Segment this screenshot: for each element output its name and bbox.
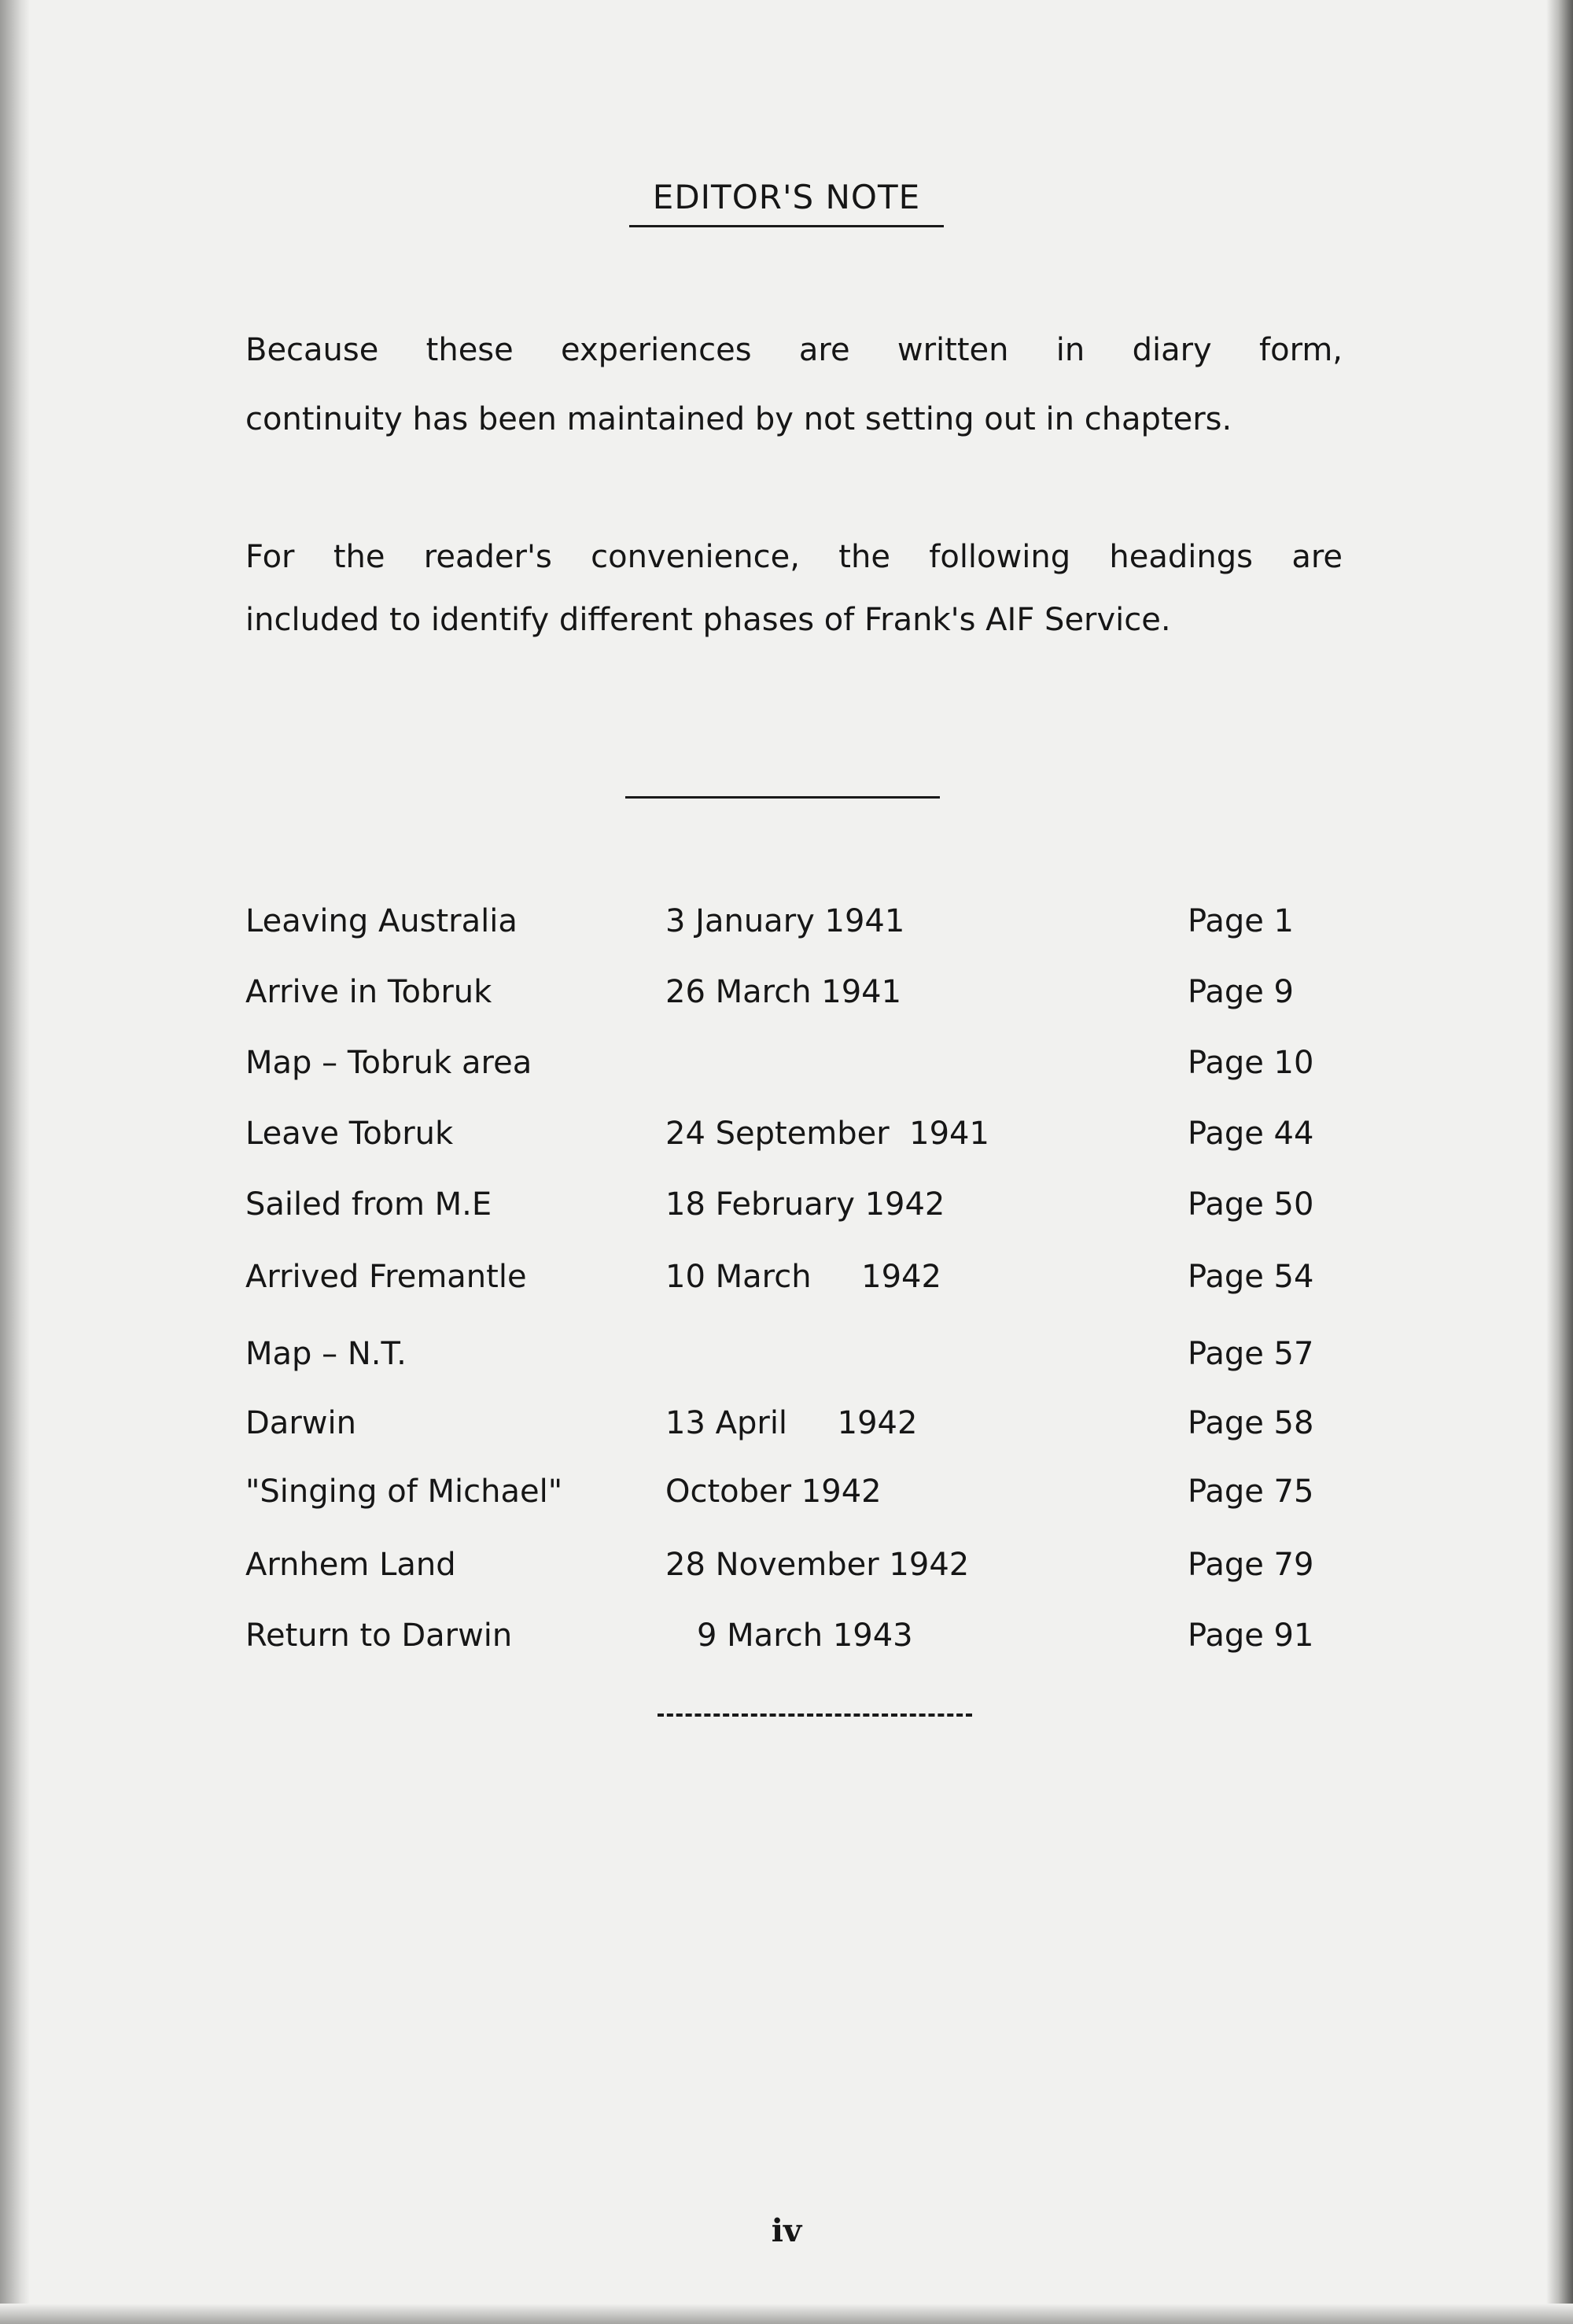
contents-title: Darwin — [245, 1405, 356, 1441]
contents-row — [0, 1405, 1573, 1444]
contents-row — [0, 974, 1573, 1013]
contents-row — [0, 1336, 1573, 1375]
contents-date: 26 March 1941 — [665, 974, 902, 1010]
contents-title: "Singing of Michael" — [245, 1474, 563, 1510]
paragraph-line: included to identify different phases of Frank's AIF Service. — [245, 602, 1171, 638]
contents-row — [0, 1474, 1573, 1513]
page-right-edge — [1546, 0, 1573, 2324]
paragraph-line: Because these experiences are written in diary form, — [245, 332, 1343, 368]
dashed-separator — [658, 1713, 972, 1717]
contents-title: Leave Tobruk — [245, 1116, 454, 1152]
contents-date: 13 April 1942 — [665, 1405, 918, 1441]
contents-date: 24 September 1941 — [665, 1116, 989, 1152]
paragraph-line: For the reader's convenience, the following headings are — [245, 539, 1343, 575]
page-left-edge — [0, 0, 30, 2324]
contents-row — [0, 1259, 1573, 1298]
title-underline — [629, 225, 944, 227]
contents-row — [0, 903, 1573, 943]
contents-page: Page 58 — [1188, 1405, 1314, 1441]
contents-title: Sailed from M.E — [245, 1186, 492, 1223]
page-title: EDITOR'S NOTE — [652, 178, 921, 216]
contents-page: Page 44 — [1188, 1116, 1314, 1152]
contents-date: 28 November 1942 — [665, 1547, 970, 1583]
contents-page: Page 9 — [1188, 974, 1294, 1010]
contents-date: 9 March 1943 — [697, 1618, 913, 1654]
contents-page: Page 54 — [1188, 1259, 1314, 1295]
contents-page: Page 79 — [1188, 1547, 1314, 1583]
contents-title: Map – N.T. — [245, 1336, 407, 1372]
contents-page: Page 57 — [1188, 1336, 1314, 1372]
contents-title: Arnhem Land — [245, 1547, 456, 1583]
page-number: iv — [771, 2212, 802, 2249]
contents-date: 10 March 1942 — [665, 1259, 941, 1295]
contents-date: 18 February 1942 — [665, 1186, 945, 1223]
contents-page: Page 1 — [1188, 903, 1294, 939]
contents-date: October 1942 — [665, 1474, 882, 1510]
page-bottom-edge — [0, 2304, 1573, 2324]
contents-row — [0, 1547, 1573, 1586]
separator-rule — [625, 796, 940, 799]
contents-row — [0, 1186, 1573, 1226]
contents-page: Page 91 — [1188, 1618, 1314, 1654]
contents-row — [0, 1116, 1573, 1155]
contents-title: Arrived Fremantle — [245, 1259, 527, 1295]
contents-title: Arrive in Tobruk — [245, 974, 492, 1010]
contents-row — [0, 1618, 1573, 1657]
contents-page: Page 75 — [1188, 1474, 1314, 1510]
contents-title: Leaving Australia — [245, 903, 518, 939]
contents-title: Map – Tobruk area — [245, 1045, 532, 1081]
contents-page: Page 10 — [1188, 1045, 1314, 1081]
contents-row — [0, 1045, 1573, 1084]
contents-page: Page 50 — [1188, 1186, 1314, 1223]
contents-title: Return to Darwin — [245, 1618, 513, 1654]
paragraph-line: continuity has been maintained by not setting out in chapters. — [245, 401, 1232, 437]
contents-date: 3 January 1941 — [665, 903, 905, 939]
